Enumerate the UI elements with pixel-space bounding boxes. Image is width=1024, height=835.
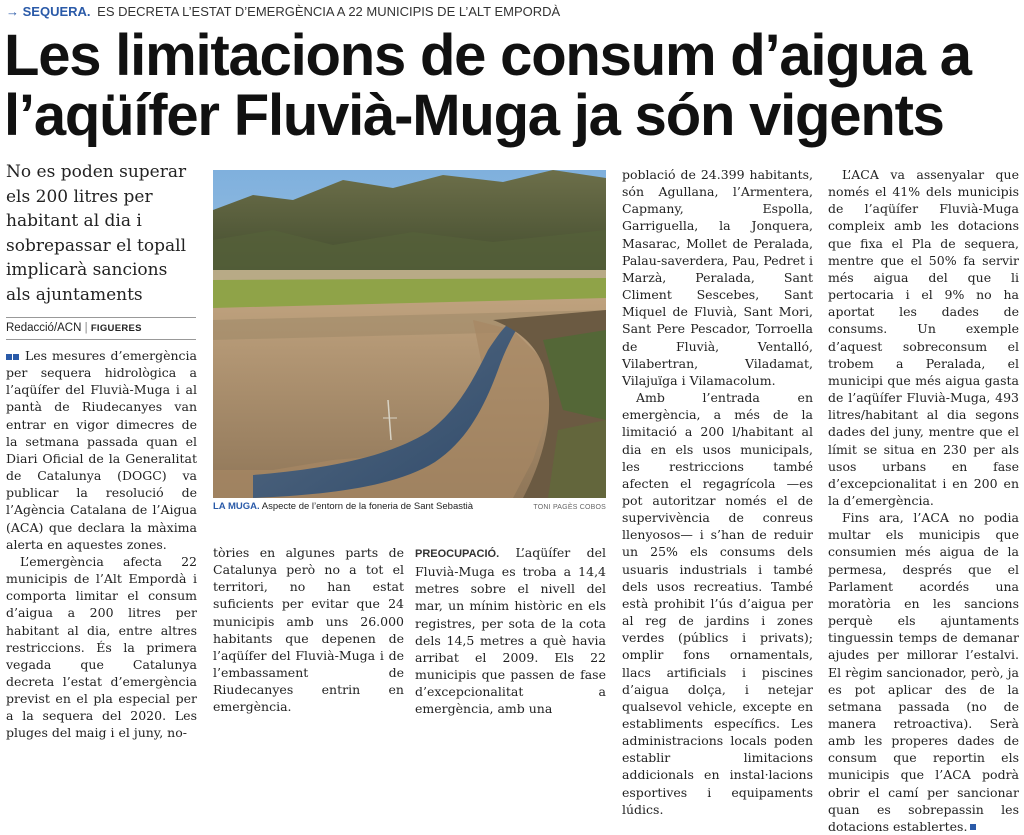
paragraph: L’emergència afecta 22 municipis de l’Alt Empordà i comporta limitar el consum d’aigua a 200 litres per habitant al dia, entre altres restriccions. És la primera vegada que Catalunya decreta l’estat d’emergència previst en el pla especial per a la sequera del 2020. Les pluges del maig i el juny, no- bbox=[6, 553, 197, 741]
article-headline bbox=[4, 23, 1020, 148]
byline: Redacció/ACN | FIGUERES bbox=[6, 322, 142, 334]
byline-bottom-rule bbox=[6, 339, 196, 340]
article-column-1 bbox=[6, 347, 197, 742]
paragraph: Fins ara, l’ACA no podia multar els municipis que consumien més aigua de la permesa, després que el Parlament acordés una moratòria en les sancions perquè els ajuntaments tinguessin temps de demanar ajudes per millorar l’estalvi. El règim sancionador, però, ja es pot aplicar des de la setmana passada (no de manera retroactiva). Serà amb les properes dades de consum que reportin els municipis que l’ACA podrà obrir el camí per sancionar quan es sobrepassin les dotacions establertes. bbox=[828, 510, 1019, 834]
photo-credit: TONI PAGÈS COBOS bbox=[533, 504, 606, 511]
arrow-right-icon: → bbox=[6, 4, 19, 19]
caption-text: Aspecte de l’entorn de la foneria de Sant Sebastià bbox=[261, 501, 474, 512]
lead-in: PREOCUPACIÓ. bbox=[415, 548, 500, 560]
article-column-3 bbox=[415, 544, 606, 718]
headline-line-1: Les limitacions de consum d’aigua a bbox=[4, 23, 971, 88]
article-column-5 bbox=[828, 166, 1019, 835]
reservoir-photo bbox=[213, 170, 606, 498]
paragraph: tòries en algunes parts de Catalunya però no a tot el territori, no han estat suficients per evitar que 24 municipis amb uns 26.000 habitants que depenen de l’aqüífer del Fluvià-Muga i de l’embassament de Riudecanyes entrin en emergència. bbox=[213, 545, 404, 715]
paragraph: població de 24.399 habitants, són Agullana, l’Armentera, Capmany, Espolla, Garriguella, la Jonquera, Masarac, Mollet de Peralada, Palau-saverdera, Pau, Pedret i Marzà, Peralada, Sant Climent Sescebes, Sant Miquel de Fluvià, Sant Mori, Sant Pere Pescador, Torroella de Fluvià, Ventalló, Vilabertran, Viladamat, Vilajuïga i Vilamacolum. bbox=[622, 167, 814, 388]
square-end-icon bbox=[970, 824, 976, 830]
article-column-2 bbox=[213, 544, 404, 716]
byline-top-rule bbox=[6, 317, 196, 318]
byline-place: FIGUERES bbox=[90, 323, 142, 334]
byline-author: Redacció/ACN bbox=[6, 322, 82, 334]
paragraph: L’ACA va assenyalar que només el 41% dels municipis de l’aqüífer Fluvià-Muga compleix amb les dotacions que fixa el Pla de sequera, mentre que el 50% fa servir més aigua del que li pertocaria i el 9% no ha aportat les dades de consums. Un exemple d’aquest sobreconsum el trobem a Peralada, el municipi que més aigua gasta de l’aqüífer Fluvià-Muga, 493 litres/habitant al dia segons dades del juny, mentre que el límit se situa en 230 per als usos urbans en fase d’excepcionalitat i en 200 en la d’emergència. bbox=[828, 167, 1019, 508]
paragraph: L’aqüífer del Fluvià-Muga es troba a 14,4 metres sobre el nivell del mar, un mínim històric en els registres, per sota de la cota dels 14,5 metres a què havia arribat el 2009. Els 22 municipis que passen de fase d’excepcionalitat a emergència, amb una bbox=[415, 545, 606, 717]
square-bullet-icon bbox=[13, 354, 19, 360]
section-label: SEQUERA. bbox=[22, 4, 91, 19]
square-bullet-icon bbox=[6, 354, 12, 360]
paragraph: Les mesures d’emergència per sequera hidrològica a l’aqüífer del Fluvià-Muga i al pantà de Riudecanyes van entrar en vigor dimecres de la setmana passada quan el Diari Oficial de la Generalitat de Catalunya (DOGC) va publicar la resolució de l’Agència Catalana de l’Aigua (ACA) que declara la màxima alerta en aquestes zones. bbox=[6, 348, 197, 552]
photo-caption bbox=[213, 500, 606, 514]
paragraph: Amb l’entrada en emergència, a més de la limitació a 200 l/habitant al dia en els usos municipals, les restriccions també afecten el regagrícola —es pot autoritzar només el de supervivència de conreus llenyosos— i s’han de reduir un 25% els consums dels usuaris industrials i també dels usos recreatius. També està prohibit l’ús d’aigua per al reg de jardins i zones verdes (públics i privats); omplir fons ornamentals, llacs artificials i piscines d’aigua dolça, i netejar qualsevol vehicle, excepte en establiments específics. Les administracions locals poden establir limitacions addicionals en instal·lacions esportives i equipaments lúdics. bbox=[622, 390, 813, 817]
article-column-4 bbox=[622, 166, 813, 818]
section-kicker bbox=[6, 3, 1016, 21]
headline-line-2: l’aqüífer Fluvià-Muga ja són vigents bbox=[4, 83, 944, 148]
article-subheadline: No es poden superar els 200 litres per habitant al dia i sobrepassar el topall implicarà sancions als ajuntaments bbox=[6, 162, 187, 305]
caption-label: LA MUGA. bbox=[213, 501, 260, 512]
kicker-text: ES DECRETA L’ESTAT D’EMERGÈNCIA A 22 MUNICIPIS DE L’ALT EMPORDÀ bbox=[97, 4, 561, 19]
article-photo bbox=[213, 170, 606, 498]
